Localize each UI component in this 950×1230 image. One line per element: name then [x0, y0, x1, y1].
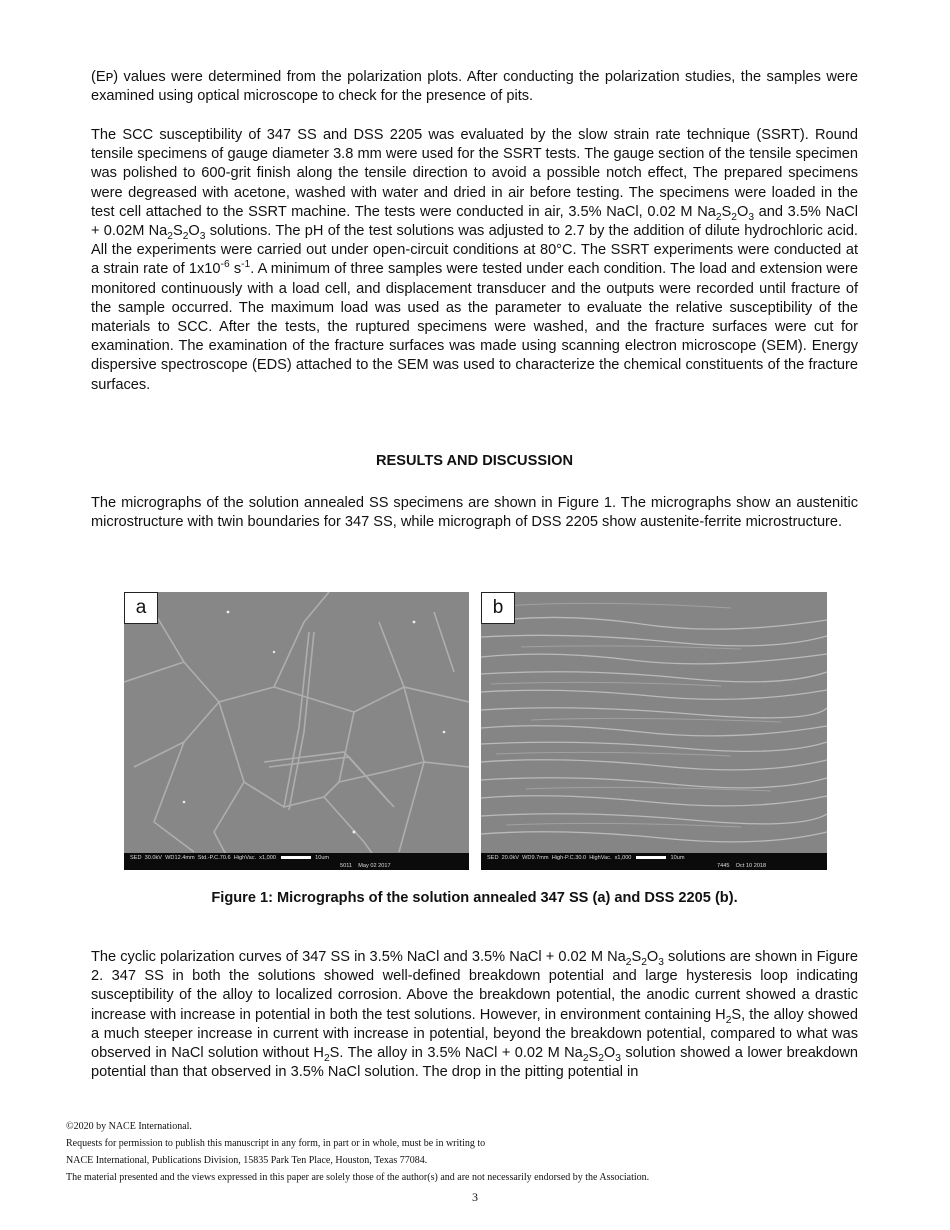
text-run: The cyclic polarization curves of 347 SS in 3.5% NaCl and 3.5% NaCl + 0.02 M Na [91, 949, 626, 965]
sem-mode: SED [487, 855, 499, 861]
paragraph-ssrt-method [91, 126, 858, 395]
footer-disclaimer: The material presented and the views expressed in this paper are solely those of the author(s) and are not necessarily endorsed by the Association. [66, 1172, 650, 1183]
sem-mag: x1,000 [259, 855, 276, 861]
sem-date: May 02 2017 [358, 863, 391, 869]
subscript: 2 [182, 230, 189, 242]
text-run: solutions are shown in Figure 2. 347 SS in both the solutions showed well-defined breakdown potential and large hysteresis loop indicating susceptibility of the alloy to localized corrosion. Above the breakdown potential, the anodic current showed a drastic increase with increase in potential in both the test solutions. However, in environment containing H [91, 949, 859, 1023]
sem-number: 7445 [717, 863, 730, 869]
subscript: 2 [725, 1014, 732, 1026]
footer-address: NACE International, Publications Division, 15835 Park Ten Place, Houston, Texas 77084. [66, 1155, 428, 1166]
micrograph-b [481, 592, 827, 870]
sem-mode: SED [130, 855, 142, 861]
sem-vac: HighVac. [233, 855, 257, 861]
subscript: 2 [731, 211, 737, 223]
sem-wd: WD9.7mm [522, 855, 549, 861]
text-run: S [172, 223, 183, 240]
sem-pc: Std.-P.C.70.6 [197, 855, 231, 861]
subscript: 2 [715, 211, 722, 223]
page-number: 3 [472, 1190, 478, 1204]
footer-copyright: ©2020 by NACE International. [66, 1121, 192, 1132]
subscript: 2 [641, 956, 647, 968]
subscript: 2 [598, 1052, 604, 1064]
text-run: S. The alloy in 3.5% NaCl + 0.02 M Na [329, 1045, 583, 1062]
subscript: 3 [748, 211, 755, 223]
micrograph-b-image [481, 592, 827, 870]
text-run: and 3.5% NaCl + 0.02M Na [91, 203, 858, 240]
sem-wd: WD12.4mm [165, 855, 195, 861]
micrograph-a-image [124, 592, 469, 870]
section-heading: RESULTS AND DISCUSSION [375, 453, 574, 469]
micrograph-a [124, 592, 469, 870]
superscript: -1 [241, 259, 251, 271]
sem-scale: 10um [315, 855, 330, 861]
subscript: 2 [167, 230, 173, 242]
text-run: solutions. The pH of the test solutions was adjusted to 2.7 by the addition of dilute hydrochloric acid. All the experiments were carried out under open-circuit conditions at 80°C. The SSRT experiments were conducted at a strain rate of 1x10 [91, 223, 858, 278]
sem-date: Oct 10 2018 [735, 863, 767, 869]
paragraph-polarization-results [91, 948, 858, 1082]
sem-vac: HighVac. [589, 855, 612, 861]
text-run: . A minimum of three samples were tested under each condition. The load and extension were monitored continuously with a load cell, and displacement transducer and the outputs were recorded until fracture of the sample occurred. The maximum load was used as the parameter to evaluate the relative susceptibility of the materials to SCC. After the tests, the ruptured specimens were washed, and the fracture surfaces were cut for examination. The examination of the fracture surfaces was made using scanning electron microscope (SEM). Energy dispersive spectroscope (EDS) attached to the SEM was used to characterize the chemical constituents of the fracture surfaces. [91, 261, 859, 393]
sem-scale: 10um [670, 855, 685, 861]
figure-label-a: a [124, 592, 158, 624]
subscript: 2 [582, 1052, 589, 1064]
text-run: O [736, 203, 749, 220]
sem-info-bar-a [124, 853, 469, 870]
sem-kv: 20.0kV [501, 855, 520, 861]
subscript: 2 [625, 956, 632, 968]
footer-permission: Requests for permission to publish this manuscript in any form, in part or in whole, must be in writing to [66, 1138, 486, 1149]
text-run: O [603, 1045, 616, 1062]
paragraph-polarization: (Eᴘ) values were determined from the polarization plots. After conducting the polarization studies, the samples were examined using optical microscope to check for the presence of pits. [91, 69, 858, 105]
figure-label-b: b [481, 592, 515, 624]
text-run: O [646, 949, 659, 965]
sem-info-bar-b [481, 853, 827, 870]
text-run: S [721, 203, 732, 220]
text-run: S [588, 1045, 599, 1062]
subscript: 3 [615, 1052, 621, 1064]
sem-kv: 30.0kV [144, 855, 163, 861]
sem-pc: High-P.C.30.0 [551, 855, 587, 861]
text-run: The SCC susceptibility of 347 SS and DSS 2205 was evaluated by the slow strain rate technique (SSRT). Round tensile specimens of gauge diameter 3.8 mm were used for the SSRT tests. The gauge section of the tensile specimen was polished to 600-grit finish along the tensile direction to avoid a possible notch effect, The prepared specimens were degreased with acetone, washed with water and dried in air before testing. The specimens were loaded in the test cell attached to the SSRT machine. The tests were conducted in air, 3.5% NaCl, 0.02 M Na [91, 127, 858, 220]
scale-bar [281, 856, 311, 859]
figure-caption: Figure 1: Micrographs of the solution annealed 347 SS (a) and DSS 2205 (b). [211, 890, 738, 906]
scale-bar [636, 856, 666, 859]
text-run: s [229, 261, 242, 278]
text-run: O [188, 223, 200, 240]
text-run: S [631, 949, 642, 965]
sem-mag: x1,000 [614, 855, 632, 861]
text-run: solution showed a lower breakdown potential than that observed in 3.5% NaCl solution. The drop in the pitting potential in [91, 1045, 858, 1081]
text-run: S, the alloy showed a much steeper increase in current with increase in potential, beyond the breakdown potential, compared to what was observed in NaCl solution without H [91, 1006, 858, 1062]
subscript: 3 [199, 230, 206, 242]
paragraph-micrographs: The micrographs of the solution annealed SS specimens are shown in Figure 1. The micrographs show an austenitic microstructure with twin boundaries for 347 SS, while micrograph of DSS 2205 show austenite-ferrite microstructure. [91, 495, 858, 531]
subscript: 2 [323, 1052, 330, 1064]
sem-number: 5011 [340, 863, 353, 869]
subscript: 3 [658, 956, 664, 968]
superscript: -6 [220, 259, 230, 271]
